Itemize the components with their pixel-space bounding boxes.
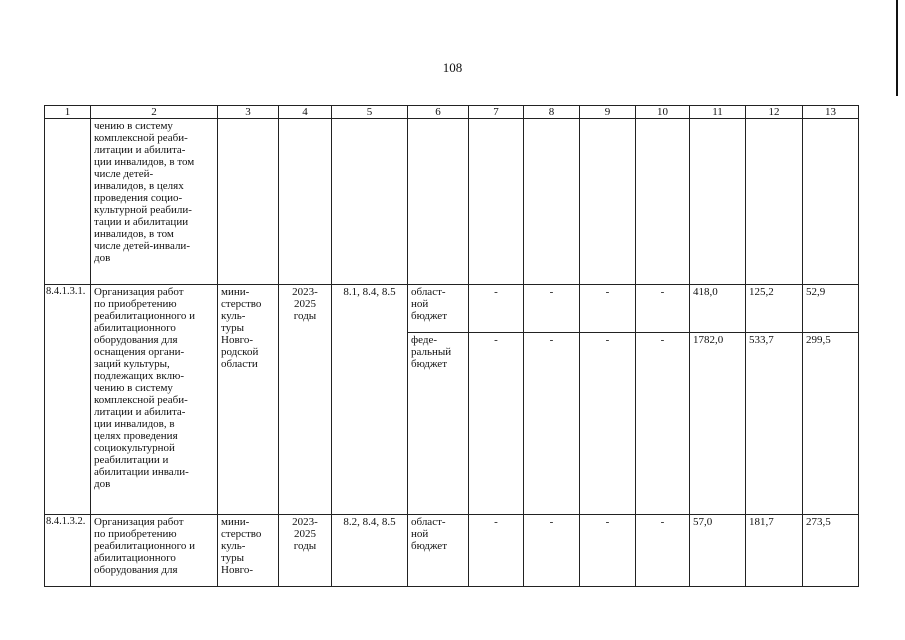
text-line: Новго- bbox=[221, 334, 254, 346]
text-line: проведения социо- bbox=[94, 192, 183, 204]
column-header: 10 bbox=[636, 106, 690, 119]
text-line: ной bbox=[411, 528, 429, 540]
text-line: феде- bbox=[411, 334, 438, 346]
table-cell bbox=[690, 119, 746, 285]
column-header: 9 bbox=[580, 106, 636, 119]
period bbox=[279, 285, 332, 515]
column-header: 13 bbox=[803, 106, 859, 119]
measure-name bbox=[91, 285, 218, 515]
text-line: туры bbox=[221, 552, 245, 564]
text-line: литации и абилита- bbox=[94, 406, 186, 418]
value-cell: - bbox=[524, 333, 580, 515]
target-indicators: 8.2, 8.4, 8.5 bbox=[332, 515, 408, 587]
value-cell: - bbox=[524, 285, 580, 333]
text-line: туры bbox=[221, 322, 245, 334]
value-cell: - bbox=[469, 515, 524, 587]
value-cell: 273,5 bbox=[803, 515, 859, 587]
text-line: годы bbox=[293, 310, 317, 322]
text-line: стерство bbox=[221, 528, 262, 540]
value-cell: 533,7 bbox=[746, 333, 803, 515]
text-line: по приобретению bbox=[94, 298, 177, 310]
text-line: област- bbox=[411, 516, 446, 528]
text-line: числе детей- bbox=[94, 168, 154, 180]
column-header: 4 bbox=[279, 106, 332, 119]
text-line: ции инвалидов, в bbox=[94, 418, 175, 430]
table-cell bbox=[524, 119, 580, 285]
table-cell bbox=[408, 119, 469, 285]
period bbox=[279, 515, 332, 587]
text-line: бюджет bbox=[411, 540, 447, 552]
value-cell: - bbox=[636, 333, 690, 515]
text-line: 2023- bbox=[292, 286, 318, 298]
text-line: социокультурной bbox=[94, 442, 175, 454]
text-line: ции инвалидов, в том bbox=[94, 156, 195, 168]
funding-source bbox=[408, 285, 469, 333]
page-number: 108 bbox=[442, 60, 463, 75]
text-line: области bbox=[221, 358, 258, 370]
measure-name-continuation bbox=[91, 119, 218, 285]
text-line: оборудования для bbox=[94, 334, 178, 346]
text-line: инвалидов, в том bbox=[94, 228, 174, 240]
value-cell: - bbox=[524, 515, 580, 587]
text-line: дов bbox=[94, 252, 111, 264]
text-line: мини- bbox=[221, 286, 250, 298]
text-line: дов bbox=[94, 478, 111, 490]
text-line: оборудования для bbox=[94, 564, 178, 576]
table-row bbox=[45, 515, 859, 587]
text-line: ральный bbox=[411, 346, 452, 358]
column-header: 7 bbox=[469, 106, 524, 119]
text-line: оснащения органи- bbox=[94, 346, 185, 358]
funding-source bbox=[408, 515, 469, 587]
text-line: стерство bbox=[221, 298, 262, 310]
table-cell bbox=[580, 119, 636, 285]
text-line: мини- bbox=[221, 516, 250, 528]
table-cell bbox=[45, 119, 91, 285]
text-line: тации и абилитации bbox=[94, 216, 189, 228]
text-line: культурной реабили- bbox=[94, 204, 192, 216]
header-row bbox=[45, 106, 859, 119]
column-header: 1 bbox=[45, 106, 91, 119]
column-header: 8 bbox=[524, 106, 580, 119]
value-cell: - bbox=[580, 333, 636, 515]
column-header: 12 bbox=[746, 106, 803, 119]
value-cell: 52,9 bbox=[803, 285, 859, 333]
table-cell bbox=[332, 119, 408, 285]
text-line: 2025 bbox=[294, 528, 316, 540]
text-line: реабилитационного и bbox=[94, 540, 196, 552]
text-line: абилитационного bbox=[94, 552, 176, 564]
value-cell: - bbox=[580, 285, 636, 333]
text-line: Организация работ bbox=[94, 516, 184, 528]
text-line: реабилитации и bbox=[94, 454, 169, 466]
text-line: числе детей-инвали- bbox=[94, 240, 190, 252]
column-header: 11 bbox=[690, 106, 746, 119]
value-cell: 299,5 bbox=[803, 333, 859, 515]
text-line: чению в систему bbox=[94, 120, 173, 132]
text-line: комплексной реаби- bbox=[94, 132, 188, 144]
value-cell: 1782,0 bbox=[690, 333, 746, 515]
text-line: чению в систему bbox=[94, 382, 173, 394]
text-line: Новго- bbox=[221, 564, 254, 576]
text-line: литации и абилита- bbox=[94, 144, 186, 156]
value-cell: - bbox=[469, 285, 524, 333]
value-cell: 125,2 bbox=[746, 285, 803, 333]
table-row bbox=[45, 285, 859, 333]
value-cell: - bbox=[580, 515, 636, 587]
target-indicators: 8.1, 8.4, 8.5 bbox=[332, 285, 408, 515]
executor bbox=[218, 515, 279, 587]
value-cell: - bbox=[636, 285, 690, 333]
column-header: 5 bbox=[332, 106, 408, 119]
table-cell bbox=[803, 119, 859, 285]
text-line: куль- bbox=[221, 310, 246, 322]
table-cell bbox=[746, 119, 803, 285]
text-line: бюджет bbox=[411, 358, 447, 370]
column-header: 6 bbox=[408, 106, 469, 119]
text-line: инвалидов, в целях bbox=[94, 180, 184, 192]
value-cell: - bbox=[469, 333, 524, 515]
text-line: заций культуры, bbox=[94, 358, 170, 370]
value-cell: 418,0 bbox=[690, 285, 746, 333]
text-line: подлежащих вклю- bbox=[94, 370, 185, 382]
text-line: родской bbox=[221, 346, 259, 358]
table-cell bbox=[469, 119, 524, 285]
table-cell bbox=[218, 119, 279, 285]
text-line: абилитации инвали- bbox=[94, 466, 189, 478]
text-line: реабилитационного и bbox=[94, 310, 196, 322]
text-line: област- bbox=[411, 286, 446, 298]
value-cell: - bbox=[636, 515, 690, 587]
column-header: 3 bbox=[218, 106, 279, 119]
text-line: по приобретению bbox=[94, 528, 177, 540]
text-line: комплексной реаби- bbox=[94, 394, 188, 406]
text-line: бюджет bbox=[411, 310, 447, 322]
text-line: 2023- bbox=[292, 516, 318, 528]
executor bbox=[218, 285, 279, 515]
column-header: 2 bbox=[91, 106, 218, 119]
margin-line bbox=[896, 0, 898, 96]
text-line: куль- bbox=[221, 540, 246, 552]
table-cell bbox=[279, 119, 332, 285]
value-cell: 57,0 bbox=[690, 515, 746, 587]
measure-number: 8.4.1.3.2. bbox=[45, 515, 91, 587]
text-line: абилитационного bbox=[94, 322, 176, 334]
value-cell: 181,7 bbox=[746, 515, 803, 587]
table-cell bbox=[636, 119, 690, 285]
text-line: ной bbox=[411, 298, 429, 310]
table-row bbox=[45, 119, 859, 285]
measure-name bbox=[91, 515, 218, 587]
measure-number: 8.4.1.3.1. bbox=[45, 285, 91, 515]
text-line: 2025 bbox=[294, 298, 316, 310]
text-line: целях проведения bbox=[94, 430, 178, 442]
program-table bbox=[44, 105, 859, 587]
text-line: Организация работ bbox=[94, 286, 184, 298]
funding-source bbox=[408, 333, 469, 515]
text-line: годы bbox=[293, 540, 317, 552]
